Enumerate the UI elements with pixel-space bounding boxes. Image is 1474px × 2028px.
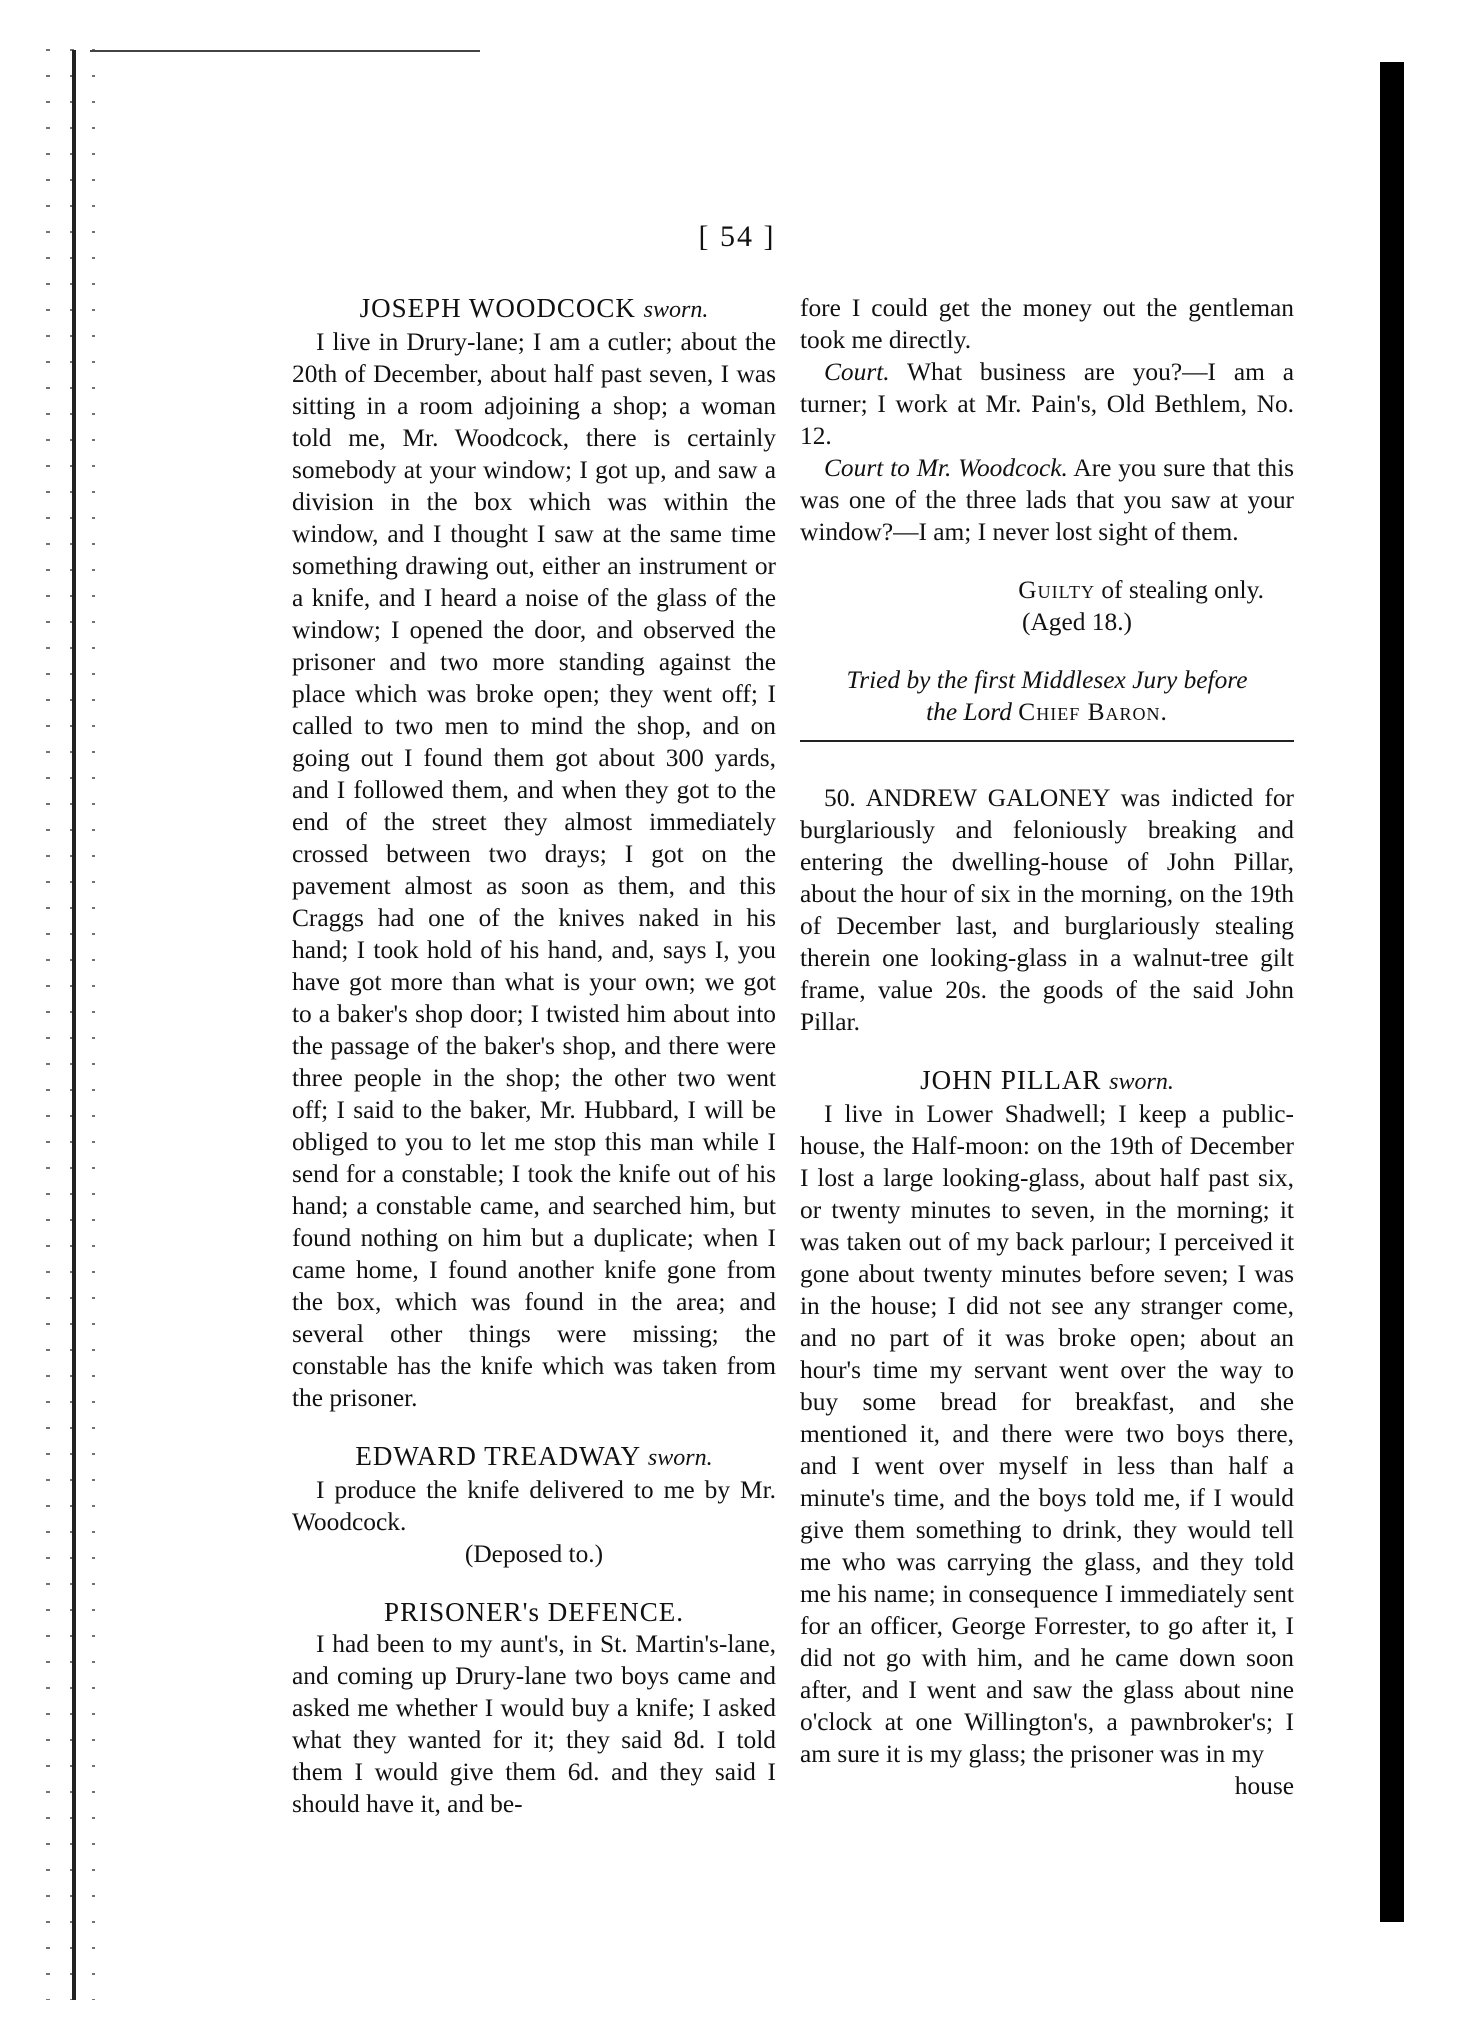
tried-lord: the Lord xyxy=(926,698,1012,726)
court-to-label: Court to Mr. Woodcock. xyxy=(824,454,1068,482)
witness-heading-pillar xyxy=(800,1064,1294,1098)
continued-text: fore I could get the money out the gentleman took me directly. xyxy=(800,294,1294,354)
court-label: Court. xyxy=(824,358,890,386)
verdict-word: Guilty xyxy=(1018,576,1095,604)
verdict-detail: of stealing only. xyxy=(1101,576,1264,604)
age-note: (Aged 18.) xyxy=(1022,608,1132,636)
catchword: house xyxy=(1234,1772,1294,1800)
defendant-name: ANDREW GALONEY xyxy=(865,784,1110,812)
tried-line-1: Tried by the first Middlesex Jury before xyxy=(846,666,1248,694)
witness-heading-treadway xyxy=(292,1440,776,1474)
witness-heading-woodcock xyxy=(292,292,776,326)
deposed-note: (Deposed to.) xyxy=(464,1540,604,1568)
page-right-edge-shadow xyxy=(1380,62,1404,1922)
defence-heading: PRISONER's DEFENCE. xyxy=(384,1597,684,1627)
binding-line xyxy=(72,50,76,2000)
tried-title: Chief Baron. xyxy=(1018,698,1168,726)
top-edge-rule xyxy=(90,50,480,52)
indictment-text: was indicted for burglariously and feloniously breaking and entering the dwelling-house of John Pillar, about the hour of six in the morning, on the 19th of December last, and burglariously stealing therein one looking-glass in a walnut-tree gilt frame, value 20s. the goods of the said John Pillar. xyxy=(800,784,1295,1036)
testimony-treadway: I produce the knife delivered to me by Mr. Woodcock. xyxy=(292,1476,776,1536)
verdict xyxy=(800,574,1294,606)
court-to-text: Are you sure that this was one of the three lads that you saw at your window?—I am; I never lost sight of them. xyxy=(800,454,1295,546)
case-indictment xyxy=(800,782,1294,1038)
court-text: What business are you?—I am a turner; I work at Mr. Pain's, Old Bethlem, No. 12. xyxy=(800,358,1295,450)
court-to-woodcock xyxy=(800,452,1294,548)
witness-name: JOHN PILLAR xyxy=(920,1065,1102,1095)
witness-name: JOSEPH WOODCOCK xyxy=(359,293,636,323)
testimony-woodcock: I live in Drury-lane; I am a cutler; about the 20th of December, about half past seven, I was sitting in a room adjoining a shop; a woman told me, Mr. Woodcock, there is certainly somebody at your window; I got up, and saw a division in the box which was within the window, and I thought I saw at the same time something drawing out, either an instrument or a knife, and I heard a noise of the glass of the window; I opened the door, and observed the prisoner and two more standing against the place which was broke open; they went off; I called to two men to mind the shop, and on going out I found them got about 300 yards, and I followed them, and when they got to the end of the street they almost immediately crossed between two drays; I got on the pavement almost as soon as them, and this Craggs had one of the knives naked in his hand; I took hold of his hand, and, says I, you have got more than what is your own; we got to a baker's shop door; I twisted him about into the passage of the baker's shop, and there were three people in the shop; the other two went off; I said to the baker, Mr. Hubbard, I will be obliged to you to let me stop this man while I send for a constable; I took the knife out of his hand; a constable came, and searched him, but found nothing on him but a duplicate; when I came home, I found another knife gone from the box, which was found in the area; and several other things were missing; the constable has the knife which was taken from the prisoner. xyxy=(292,328,776,1412)
case-number: 50. xyxy=(824,784,856,812)
sworn-label: sworn. xyxy=(647,1445,713,1471)
tried-line-2 xyxy=(800,696,1294,728)
left-column xyxy=(292,292,776,1820)
right-column xyxy=(800,292,1294,1802)
witness-name: EDWARD TREADWAY xyxy=(355,1441,641,1471)
defence-text: I had been to my aunt's, in St. Martin's-lane, and coming up Drury-lane two boys came and asked me whether I would buy a knife; I asked what they wanted for it; they said 8d. I told them I would give them 6d. and they said I should have it, and be- xyxy=(292,1630,776,1818)
sworn-label: sworn. xyxy=(1109,1069,1174,1095)
testimony-pillar: I live in Lower Shadwell; I keep a public-house, the Half-moon: on the 19th of December I lost a large looking-glass, about half past six, or twenty minutes to seven, in the morning; it was taken out of my back parlour; I perceived it gone about twenty minutes before seven; I was in the house; I did not see any stranger come, and no part of it was broke open; about an hour's time my servant went over the way to buy some bread for breakfast, and she mentioned it, and there were two boys there, and I went over myself in less than half a minute's time, and the boys told me, if I would give them something to drink, they would tell me who was carrying the glass, and they told me his name; in consequence I immediately sent for an officer, George Forrester, to go after it, I did not go with him, and he came down soon after, and I went and saw the glass about nine o'clock at one Willington's, a pawnbroker's; I am sure it is my glass; the prisoner was in my xyxy=(800,1100,1294,1768)
court-question xyxy=(800,356,1294,452)
page-number: [ 54 ] xyxy=(698,220,776,253)
sworn-label: sworn. xyxy=(643,297,709,323)
